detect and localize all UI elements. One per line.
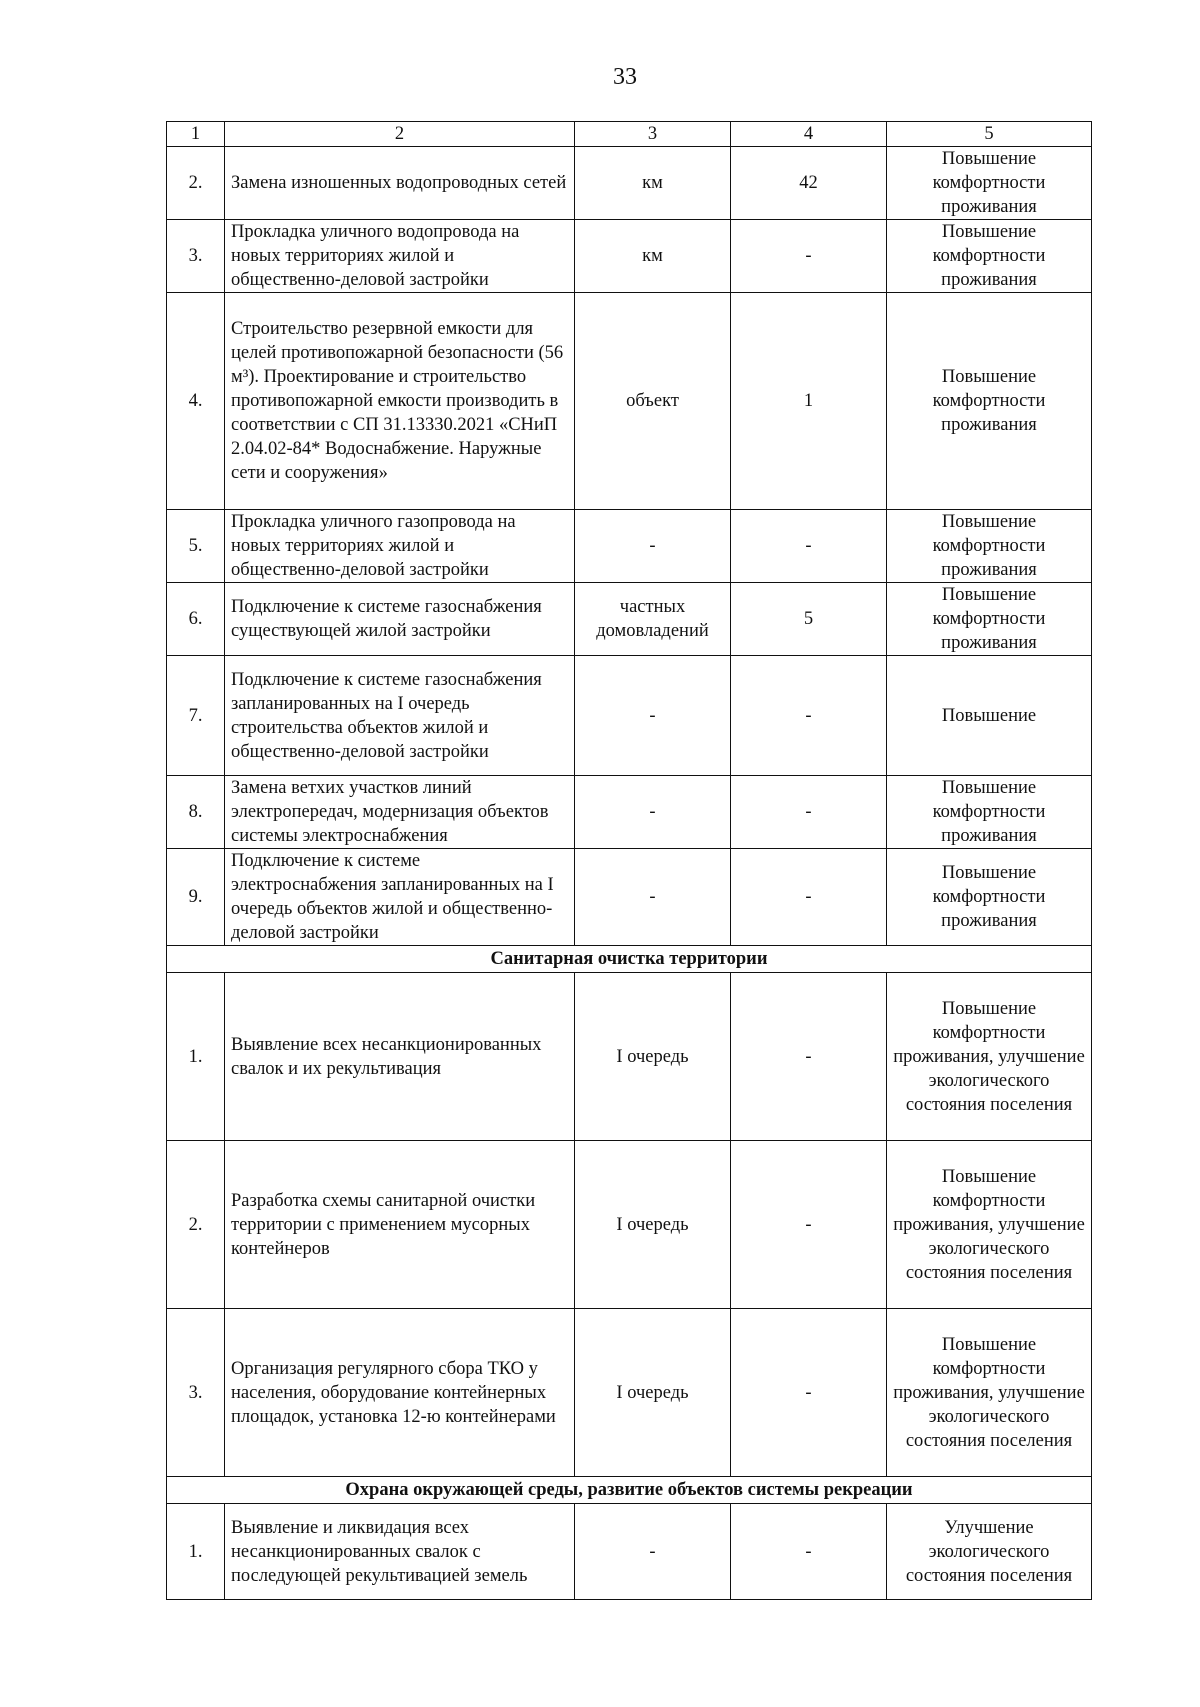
column-header: 4 — [731, 122, 887, 147]
column-header: 2 — [225, 122, 575, 147]
unit-cell: - — [575, 849, 731, 946]
unit-cell: - — [575, 656, 731, 776]
row-number-cell: 2. — [167, 1141, 225, 1309]
quantity-cell: 1 — [731, 293, 887, 510]
effect-cell: Повышение комфортности проживания — [887, 583, 1092, 656]
unit-cell: км — [575, 220, 731, 293]
row-number-cell: 1. — [167, 973, 225, 1141]
measure-description-cell: Строительство резервной емкости для целей противопожарной безопасности (56 м³). Проектирование и строительство противопожарной емкости производить в соответствии с СП 31.13330.2021 «СНиП 2.04.02-84* Водоснабжение. Наружные сети и сооружения» — [225, 293, 575, 510]
effect-cell: Повышение — [887, 656, 1092, 776]
column-header: 1 — [167, 122, 225, 147]
measure-description-cell: Выявление всех несанкционированных свалок и их рекультивация — [225, 973, 575, 1141]
table-row — [167, 973, 1092, 1141]
row-number-cell: 3. — [167, 1309, 225, 1477]
section-header-row — [167, 946, 1092, 973]
measure-description-cell: Выявление и ликвидация всех несанкционированных свалок с последующей рекультивацией земель — [225, 1504, 575, 1600]
measure-description-cell: Организация регулярного сбора ТКО у населения, оборудование контейнерных площадок, установка 12-ю контейнерами — [225, 1309, 575, 1477]
quantity-cell: 5 — [731, 583, 887, 656]
unit-cell: объект — [575, 293, 731, 510]
quantity-cell: - — [731, 220, 887, 293]
row-number-cell: 4. — [167, 293, 225, 510]
section-header-row — [167, 1477, 1092, 1504]
column-header: 5 — [887, 122, 1092, 147]
unit-cell: - — [575, 776, 731, 849]
table-header-row — [167, 122, 1092, 147]
unit-cell: I очередь — [575, 1309, 731, 1477]
section-title: Санитарная очистка территории — [167, 946, 1092, 973]
measure-description-cell: Прокладка уличного газопровода на новых территориях жилой и общественно-деловой застройки — [225, 510, 575, 583]
measure-description-cell: Подключение к системе газоснабжения существующей жилой застройки — [225, 583, 575, 656]
table-row — [167, 510, 1092, 583]
row-number-cell: 7. — [167, 656, 225, 776]
quantity-cell: - — [731, 510, 887, 583]
row-number-cell: 3. — [167, 220, 225, 293]
quantity-cell: - — [731, 1504, 887, 1600]
row-number-cell: 5. — [167, 510, 225, 583]
unit-cell: км — [575, 147, 731, 220]
row-number-cell: 9. — [167, 849, 225, 946]
section-title: Охрана окружающей среды, развитие объектов системы рекреации — [167, 1477, 1092, 1504]
quantity-cell: - — [731, 1309, 887, 1477]
table-row — [167, 1309, 1092, 1477]
effect-cell: Повышение комфортности проживания — [887, 220, 1092, 293]
table-row — [167, 147, 1092, 220]
unit-cell: - — [575, 1504, 731, 1600]
measure-description-cell: Замена изношенных водопроводных сетей — [225, 147, 575, 220]
effect-cell: Повышение комфортности проживания — [887, 510, 1092, 583]
row-number-cell: 2. — [167, 147, 225, 220]
measure-description-cell: Разработка схемы санитарной очистки территории с применением мусорных контейнеров — [225, 1141, 575, 1309]
table-row — [167, 656, 1092, 776]
quantity-cell: - — [731, 849, 887, 946]
unit-cell: I очередь — [575, 1141, 731, 1309]
measures-table — [166, 121, 1092, 1600]
measure-description-cell: Подключение к системе электроснабжения запланированных на I очередь объектов жилой и общественно-деловой застройки — [225, 849, 575, 946]
table-row — [167, 1504, 1092, 1600]
unit-cell: I очередь — [575, 973, 731, 1141]
measure-description-cell: Замена ветхих участков линий электропередач, модернизация объектов системы электроснабжения — [225, 776, 575, 849]
row-number-cell: 6. — [167, 583, 225, 656]
effect-cell: Повышение комфортности проживания — [887, 849, 1092, 946]
table-row — [167, 293, 1092, 510]
quantity-cell: - — [731, 1141, 887, 1309]
unit-cell: частных домовладений — [575, 583, 731, 656]
column-header: 3 — [575, 122, 731, 147]
effect-cell: Повышение комфортности проживания — [887, 147, 1092, 220]
row-number-cell: 8. — [167, 776, 225, 849]
measure-description-cell: Прокладка уличного водопровода на новых территориях жилой и общественно-деловой застройки — [225, 220, 575, 293]
quantity-cell: - — [731, 776, 887, 849]
page-number: 33 — [613, 64, 637, 90]
table-row — [167, 1141, 1092, 1309]
effect-cell: Повышение комфортности проживания, улучшение экологического состояния поселения — [887, 973, 1092, 1141]
row-number-cell: 1. — [167, 1504, 225, 1600]
quantity-cell: - — [731, 973, 887, 1141]
table-row — [167, 220, 1092, 293]
quantity-cell: - — [731, 656, 887, 776]
table-body — [167, 122, 1092, 1600]
unit-cell: - — [575, 510, 731, 583]
table-row — [167, 583, 1092, 656]
effect-cell: Улучшение экологического состояния поселения — [887, 1504, 1092, 1600]
measure-description-cell: Подключение к системе газоснабжения запланированных на I очередь строительства объектов жилой и общественно-деловой застройки — [225, 656, 575, 776]
effect-cell: Повышение комфортности проживания — [887, 293, 1092, 510]
quantity-cell: 42 — [731, 147, 887, 220]
table-row — [167, 776, 1092, 849]
effect-cell: Повышение комфортности проживания — [887, 776, 1092, 849]
effect-cell: Повышение комфортности проживания, улучшение экологического состояния поселения — [887, 1141, 1092, 1309]
effect-cell: Повышение комфортности проживания, улучшение экологического состояния поселения — [887, 1309, 1092, 1477]
table-row — [167, 849, 1092, 946]
